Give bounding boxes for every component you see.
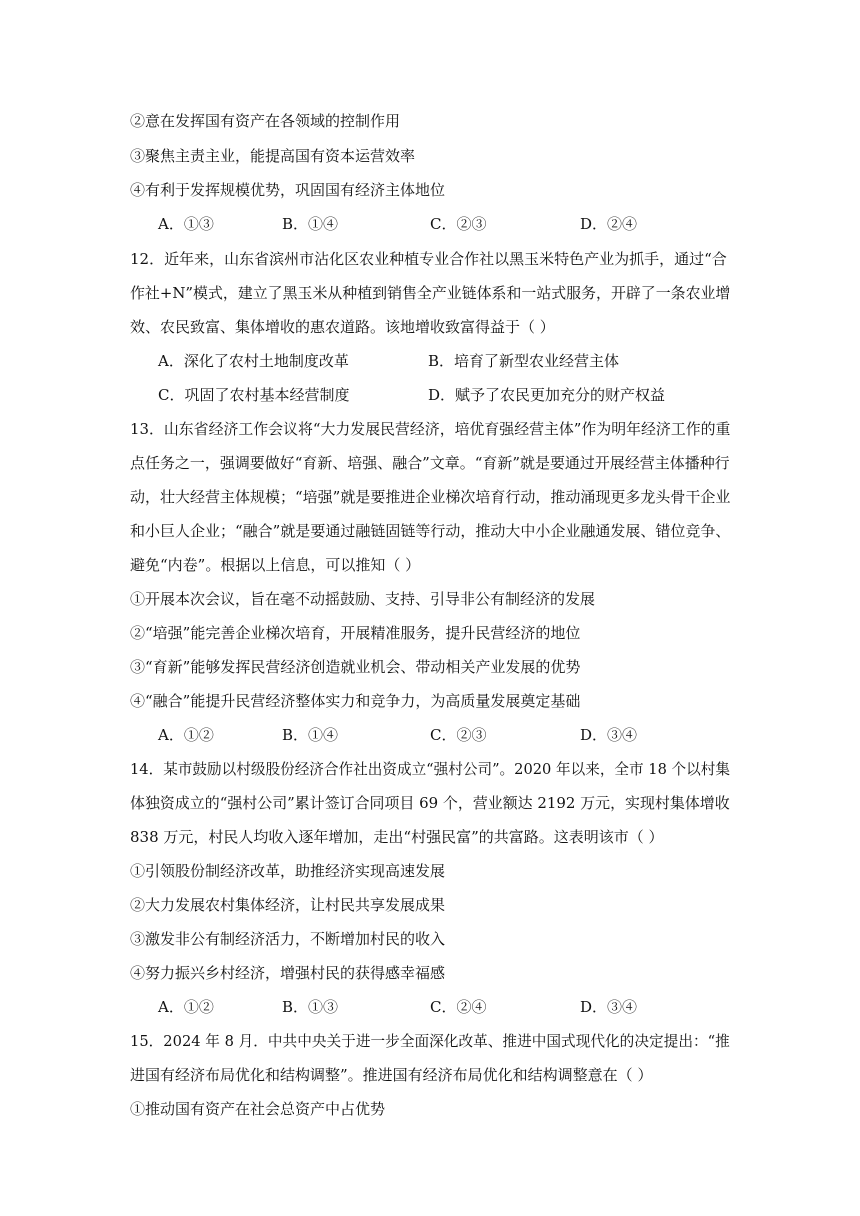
q13-statement-3: ③“育新”能够发挥民营经济创造就业机会、带动相关产业发展的优势: [130, 658, 581, 676]
q12-option-b[interactable]: B．培育了新型农业经营主体: [428, 352, 620, 370]
q11-option-b[interactable]: B．①④: [282, 215, 339, 233]
q14-stem-line-2: 体独资成立的“强村公司”累计签订合同项目 69 个，营业额达 2192 万元，实现村集体增收: [130, 794, 730, 812]
q14-stem-line-1: 14．某市鼓励以村级股份经济合作社出资成立“强村公司”。2020 年以来，全市 18 个以村集: [130, 760, 730, 778]
q14-option-b[interactable]: B．①③: [282, 998, 339, 1016]
q14-option-d[interactable]: D．③④: [580, 998, 638, 1016]
q15-stem-line-2: 进国有经济布局优化和结构调整”。推进国有经济布局优化和结构调整意在（ ）: [130, 1066, 653, 1084]
q15-statement-1: ①推动国有资产在社会总资产中占优势: [130, 1100, 386, 1118]
q13-stem-line-4: 和小巨人企业；“融合”就是要通过融链固链等行动，推动大中小企业融通发展、错位竞争、: [130, 522, 731, 540]
q12-stem-line-2: 作社+N”模式，建立了黑玉米从种植到销售全产业链体系和一站式服务，开辟了一条农业增: [130, 284, 731, 302]
q14-statement-1: ①引领股份制经济改革，助推经济实现高速发展: [130, 862, 446, 880]
q11-option-d[interactable]: D．②④: [580, 215, 638, 233]
q13-option-d[interactable]: D．③④: [580, 726, 638, 744]
q13-option-c[interactable]: C．②③: [430, 726, 487, 744]
q11-statement-4: ④有利于发挥规模优势，巩固国有经济主体地位: [130, 181, 446, 199]
q14-option-a[interactable]: A．①②: [158, 998, 214, 1016]
q11-statement-3: ③聚焦主责主业，能提高国有资本运营效率: [130, 147, 416, 165]
q14-option-c[interactable]: C．②④: [430, 998, 487, 1016]
q14-statement-3: ③激发非公有制经济活力，不断增加村民的收入: [130, 930, 446, 948]
q13-statement-2: ②“培强”能完善企业梯次培育，开展精准服务，提升民营经济的地位: [130, 624, 581, 642]
q12-stem-line-1: 12．近年来，山东省滨州市沾化区农业种植专业合作社以黑玉米特色产业为抓手，通过“合: [130, 250, 727, 268]
q13-option-a[interactable]: A．①②: [158, 726, 214, 744]
q12-option-d[interactable]: D．赋予了农民更加充分的财产权益: [428, 386, 666, 404]
q14-statement-2: ②大力发展农村集体经济，让村民共享发展成果: [130, 896, 446, 914]
q14-stem-line-3: 838 万元，村民人均收入逐年增加，走出“村强民富”的共富路。这表明该市（ ）: [130, 828, 664, 846]
q13-statement-4: ④“融合”能提升民营经济整体实力和竞争力，为高质量发展奠定基础: [130, 692, 581, 710]
q12-option-c[interactable]: C．巩固了农村基本经营制度: [158, 386, 350, 404]
q12-option-a[interactable]: A．深化了农村土地制度改革: [158, 352, 349, 370]
q15-stem-line-1: 15．2024 年 8 月．中共中央关于进一步全面深化改革、推进中国式现代化的决定提出：“推: [130, 1032, 730, 1050]
q11-option-c[interactable]: C．②③: [430, 215, 487, 233]
q11-statement-2: ②意在发挥国有资产在各领域的控制作用: [130, 112, 401, 130]
q12-stem-line-3: 效、农民致富、集体增收的惠农道路。该地增收致富得益于（ ）: [130, 318, 555, 336]
q14-statement-4: ④努力振兴乡村经济，增强村民的获得感幸福感: [130, 964, 446, 982]
q13-stem-line-5: 避免“内卷”。根据以上信息，可以推知（ ）: [130, 556, 421, 574]
q13-option-b[interactable]: B．①④: [282, 726, 339, 744]
q11-option-a[interactable]: A．①③: [158, 215, 214, 233]
q13-stem-line-3: 动，壮大经营主体规模；“培强”就是要推进企业梯次培育行动，推动涌现更多龙头骨干企业: [130, 488, 731, 506]
q13-statement-1: ①开展本次会议，旨在毫不动摇鼓励、支持、引导非公有制经济的发展: [130, 590, 596, 608]
q13-stem-line-2: 点任务之一，强调要做好“育新、培强、融合”文章。“育新”就是要通过开展经营主体播种行: [130, 454, 730, 472]
q13-stem-line-1: 13．山东省经济工作会议将“大力发展民营经济，培优育强经营主体”作为明年经济工作的重: [130, 420, 731, 438]
